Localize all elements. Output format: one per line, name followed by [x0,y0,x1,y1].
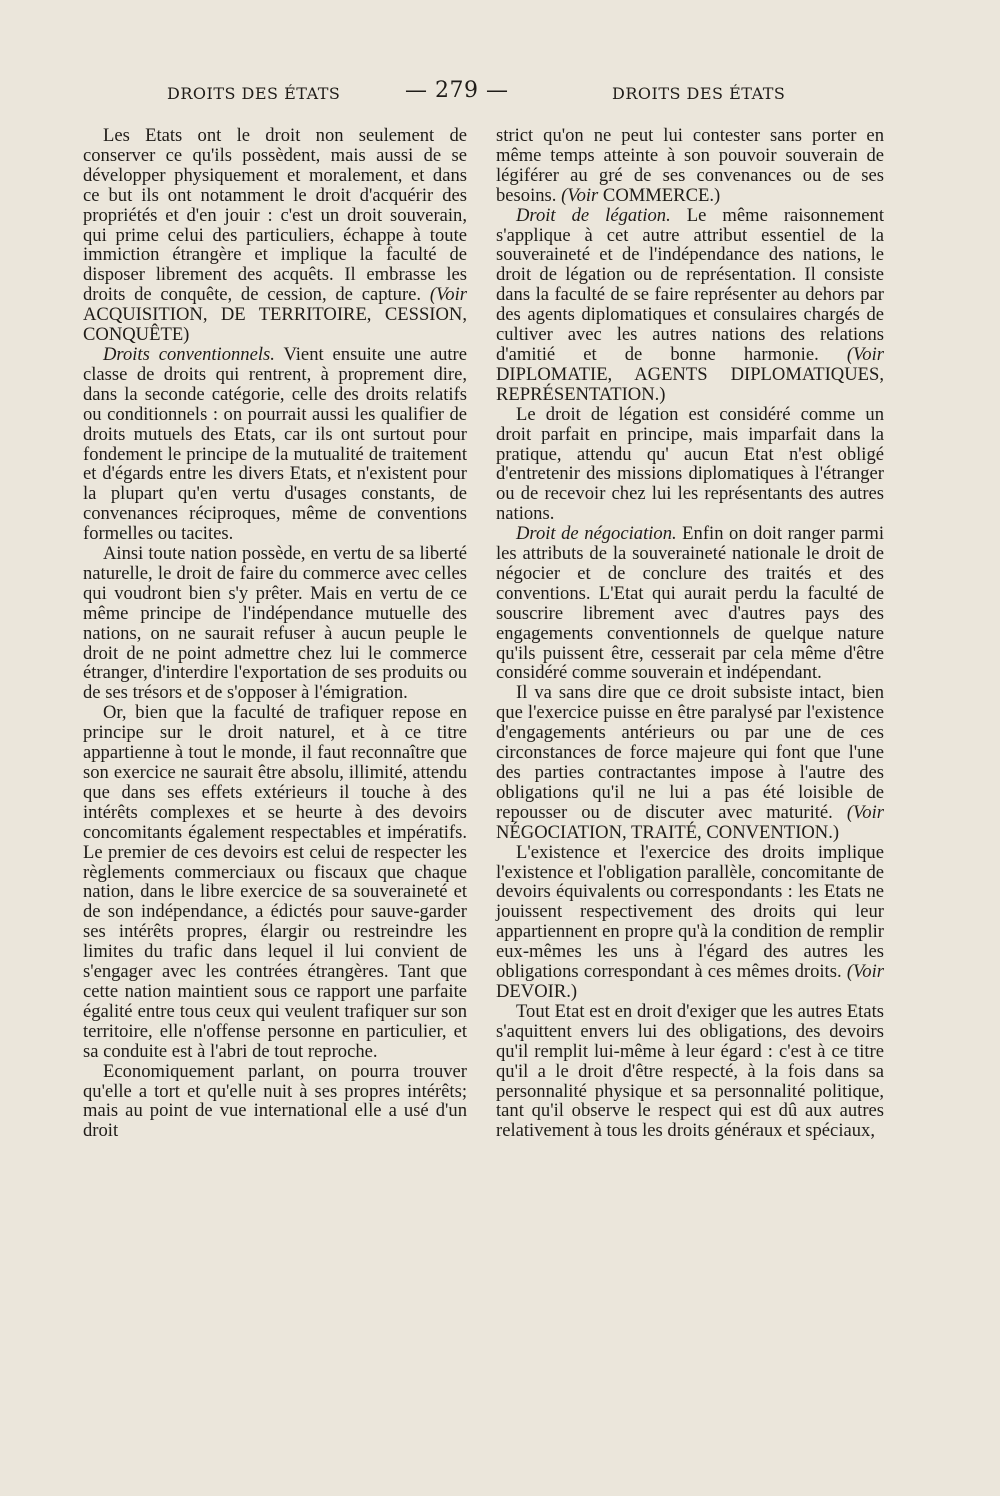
text-run: Les Etats ont le droit non seulement de conserver ce qu'ils possèdent, mais aussi de se développer physiquement et moralement, et dans ce but ils ont notamment le droit d'acquérir des propriétés et d'en jouir : c'est un droit souverain, qui prime celui des particuliers, échappe à toute immiction étrangère et implique la faculté de disposer librement des acquêts. Il embrasse les droits de conquête, de cession, de capture. [83,125,467,306]
text-run: NÉGOCIATION, TRAITÉ, CONVENTION.) [496,821,840,843]
left-column [83,126,467,1141]
paragraph [83,703,467,1061]
running-head [0,78,1000,108]
text-run: Tout Etat est en droit d'exiger que les autres Etats s'aquittent envers lui des obligations, des devoirs qu'il remplit lui-même à leur égard : c'est à ce titre qu'il a le droit d'être respecté, à la fois dans sa personnalité physique et sa personnalité politique, tant qu'il observe le respect qui est dû aux autres relativement à tous les droits généraux et spéciaux, [496,1000,884,1142]
paragraph [496,843,884,1002]
text-run: Il va sans dire que ce droit subsiste intact, bien que l'exercice puisse en être paralysé par l'existence d'engagements antérieurs ou par une de ces circonstances de force majeure qui font que l'une des parties contractantes impose à l'autre des obligations qu'il ne lui a pas été loisible de repousser ou de discuter avec maturité. [496,682,884,823]
text-run: Enfin on doit ranger parmi les attributs de la souveraineté nationale le droit de négocier et de conclure des traités et des conventions. L'Etat qui aurait perdu la faculté de souscrire librement avec d'autres pays des engagements conventionnels de quelque nature qu'ils puissent être, cesserait par cela même d'être considéré comme souverain et indépendant. [496,523,884,684]
paragraph [83,126,467,345]
italic-run: (Voir [846,961,884,983]
paragraph [496,1002,884,1141]
text-run: DIPLOMATIE, AGENTS DIPLOMATIQUES, REPRÉSENTATION.) [496,363,884,405]
text-run: Or, bien que la faculté de trafiquer repose en principe sur le droit naturel, et à ce titre appartienne à tout le monde, il faut reconnaître que son exercice ne saurait être absolu, illimité, attendu que dans ses effets extérieurs il touche à des intérêts complexes et se heurte à des devoirs concomitants également respectables et impératifs. Le premier de ces devoirs est celui de respecter les règlements commerciaux ou fiscaux que chaque nation, dans le libre exercice de sa souveraineté et de son indépendance, a édictés pour sauve-garder ses intérêts propres, élargir ou restreindre les limites du trafic dans lequel il lui convient de s'engager avec les contrées étrangères. Tant que cette nation maintient sous ce rapport une parfaite égalité entre tous ceux qui veulent trafiquer sur son territoire, elle n'offense personne en particulier, et sa conduite est à l'abri de tout reproche. [83,702,467,1062]
italic-run: Droits conventionnels. [103,343,275,365]
italic-run: (Voir [561,184,599,206]
paragraph [496,405,884,524]
paragraph [83,345,467,544]
running-head-right: DROITS DES ÉTATS [612,84,786,103]
text-run: L'existence et l'exercice des droits implique l'existence et l'obligation parallèle, concomitante de devoirs équivalents ou correspondants : les Etats ne jouissent respectivement des droits qui leur appartiennent en propre qu'à la condition de remplir eux-mêmes les uns à l'égard des autres les obligations correspondant à ces mêmes droits. [496,841,884,983]
italic-run: Droit de négociation. [516,523,677,545]
text-run: Le droit de légation est considéré comme un droit parfait en principe, mais imparfait dans la pratique, attendu qu' aucun Etat n'est obligé d'entretenir des missions diplomatiques à l'étranger ou de recevoir chez lui les représentants des autres nations. [496,403,884,525]
right-column [496,126,884,1141]
text-run: COMMERCE.) [598,184,721,206]
paragraph [83,544,467,703]
text-run: Economiquement parlant, on pourra trouver qu'elle a tort et qu'elle nuit à ses propres intérêts; mais au point de vue international elle a usé d'un droit [83,1060,467,1142]
text-run: ACQUISITION, DE TERRITOIRE, CESSION, CONQUÊTE) [83,304,467,346]
running-head-left: DROITS DES ÉTATS [167,84,341,103]
text-run: DEVOIR.) [496,980,578,1002]
italic-run: (Voir [846,343,884,365]
paragraph [496,524,884,683]
paragraph [496,126,884,206]
text-run: strict qu'on ne peut lui contester sans porter en même temps atteinte à son pouvoir souverain de légiférer au gré de ses convenances ou de ses besoins. [496,125,884,206]
italic-run: (Voir [846,801,884,823]
text-run: Le même raisonnement s'applique à cet autre attribut essentiel de la souveraineté et de l'indépendance des nations, le droit de légation ou de représentation. Il consiste dans la faculté de se faire représenter au dehors par des agents diplomatiques et consulaires chargés de cultiver avec les autres nations des relations d'amitié et de bonne harmonie. [496,204,884,365]
paragraph [83,1062,467,1142]
paragraph [496,206,884,405]
text-run: Ainsi toute nation possède, en vertu de sa liberté naturelle, le droit de faire du commerce avec celles qui voudront bien s'y prêter. Mais en vertu de ce même principe de l'indépendance mutuelle des nations, on ne saurait refuser à aucun peuple le droit de ne point admettre chez lui le commerce étranger, d'interdire l'exportation de ses produits ou de ses trésors et de s'opposer à l'émigration. [83,543,467,704]
paragraph [496,683,884,842]
page-number: — 279 — [405,78,509,103]
italic-run: Droit de légation. [516,204,671,226]
text-run: Vient ensuite une autre classe de droits qui rentrent, à proprement dire, dans la seconde catégorie, celle des droits relatifs ou conditionnels : on pourrait aussi les qualifier de droits mutuels des Etats, car ils ont surtout pour fondement le principe de la mutualité de traitement et d'égards entre les divers Etats, et n'existent pour la plupart qu'en vertu d'usages constants, de convenances réciproques, même de conventions formelles ou tacites. [83,343,467,545]
italic-run: (Voir [429,284,467,306]
